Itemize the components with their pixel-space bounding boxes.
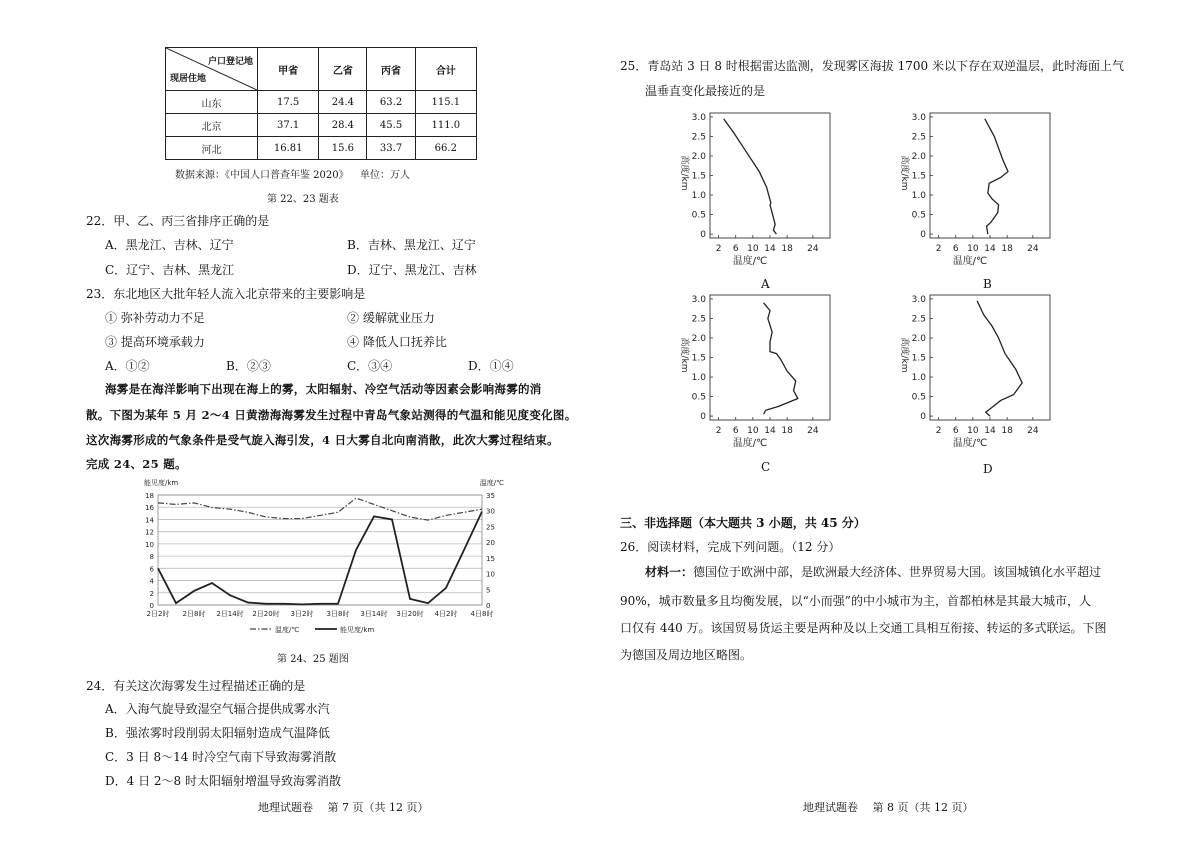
y-tick-label: 2.0 [911, 333, 926, 344]
x-axis-label: 温度/℃ [952, 256, 988, 267]
x-tick-label: 24 [807, 426, 819, 436]
plot-frame [930, 113, 1050, 238]
panel-label-d: D [983, 462, 993, 476]
q25-line-2: 温垂直变化最接近的是 [645, 84, 766, 98]
y-right-tick-label: 20 [486, 539, 495, 548]
q23-option-a: A．①② [105, 359, 150, 373]
table-cell: 66.2 [415, 137, 476, 160]
y-tick-label: 0 [920, 412, 926, 423]
panel-label-b: B [983, 277, 992, 291]
y-right-tick-label: 35 [486, 492, 495, 500]
y-right-tick-label: 30 [486, 507, 495, 516]
material-1-label: 材料一： [645, 565, 694, 579]
y-tick-label: 1.5 [911, 171, 926, 182]
x-tick-label: 2日20时 [252, 610, 280, 618]
material-line-1: 海雾是在海洋影响下出现在海上的雾，太阳辐射、冷空气活动等因素会影响海雾的消 [105, 382, 542, 396]
y-left-tick-label: 10 [145, 540, 154, 549]
y-tick-label: 1.0 [911, 373, 926, 384]
col-header: 合计 [415, 48, 476, 91]
q25-line-1: 25．青岛站 3 日 8 时根据雷达监测，发现雾区海拔 1700 米以下存在双逆温层，此时海面上气 [620, 59, 1124, 73]
y-tick-label: 3.0 [691, 112, 706, 123]
y-tick-label: 3.0 [911, 112, 926, 123]
y-left-tick-label: 8 [149, 553, 154, 562]
temperature-profile-line [764, 303, 798, 414]
x-tick-label: 2 [935, 426, 942, 436]
q22-option-b: B．吉林、黑龙江、辽宁 [347, 238, 476, 252]
y-tick-label: 2.0 [691, 333, 706, 344]
y-tick-label: 2.5 [911, 132, 926, 143]
material-line-3: 这次海雾形成的气象条件是受气旋入海引发，4 日大雾自北向南消散，此次大雾过程结束。 [86, 433, 559, 447]
y-right-tick-label: 5 [486, 586, 491, 595]
x-tick-label: 2日14时 [216, 610, 244, 618]
x-tick-label: 6 [952, 426, 959, 436]
table-cell: 17.5 [258, 91, 319, 114]
y-tick-label: 1.5 [691, 353, 706, 364]
x-tick-label: 3日2时 [290, 610, 314, 618]
y-tick-label: 0.5 [911, 392, 926, 403]
q24-option-c: C．3 日 8～14 时冷空气南下导致海雾消散 [105, 750, 337, 764]
y-tick-label: 0 [700, 412, 706, 423]
x-tick-label: 2 [935, 244, 942, 254]
table-unit: 单位：万人 [360, 170, 410, 181]
q23-item-1: ① 弥补劳动力不足 [105, 311, 205, 325]
q24-stem: 24．有关这次海雾发生过程描述正确的是 [86, 679, 306, 693]
row-label: 河北 [166, 137, 258, 160]
q23-stem: 23．东北地区大批年轻人流入北京带来的主要影响是 [86, 287, 366, 301]
y-tick-label: 1.0 [691, 191, 706, 202]
y-tick-label: 3.0 [691, 294, 706, 305]
table-cell: 28.4 [319, 114, 367, 137]
x-tick-label: 14 [984, 426, 996, 436]
y-left-tick-label: 18 [145, 492, 154, 500]
table-cell: 37.1 [258, 114, 319, 137]
q23-item-4: ④ 降低人口抚养比 [347, 335, 447, 349]
plot-frame [930, 295, 1050, 420]
y-axis-label: 高度/km [679, 337, 689, 373]
material-1-text: 德国位于欧洲中部，是欧洲最大经济体、世界贸易大国。该国城镇化水平超过 [693, 565, 1102, 579]
q23-option-d: D．①④ [468, 359, 514, 373]
legend-temperature-label: 温度/℃ [275, 626, 300, 634]
x-tick-label: 18 [781, 426, 793, 436]
q22-option-c: C．辽宁、吉林、黑龙江 [105, 263, 235, 277]
y-left-tick-label: 12 [145, 528, 154, 537]
x-tick-label: 18 [1001, 426, 1013, 436]
q26-stem: 26．阅读材料，完成下列问题。（12 分） [620, 540, 841, 554]
footer-left: 地理试题卷 第 7 页（共 12 页） [258, 801, 429, 814]
y-tick-label: 0.5 [691, 392, 706, 403]
q22-option-a: A．黑龙江、吉林、辽宁 [105, 238, 234, 252]
y-left-tick-label: 4 [149, 577, 154, 586]
temperature-profile-line [724, 119, 777, 234]
x-tick-label: 2 [715, 426, 722, 436]
y-right-tick-label: 25 [486, 523, 495, 532]
y-right-tick-label: 0 [486, 602, 491, 610]
x-axis-label: 温度/℃ [732, 256, 768, 267]
table-row [166, 137, 477, 160]
x-axis-label: 温度/℃ [952, 438, 988, 449]
table-header-row [166, 48, 477, 91]
y-left-tick-label: 6 [149, 565, 154, 574]
x-tick-label: 6 [952, 244, 959, 254]
y-tick-label: 2.0 [911, 151, 926, 162]
row-label: 山东 [166, 91, 258, 114]
x-tick-label: 4日8时 [470, 610, 494, 618]
x-tick-label: 24 [1027, 426, 1039, 436]
table-cell: 63.2 [367, 91, 415, 114]
temperature-profile-line [977, 301, 1022, 416]
q24-option-d: D．4 日 2～8 时太阳辐射增温导致海雾消散 [105, 774, 341, 788]
x-tick-label: 2日2时 [146, 610, 170, 618]
table-cell: 45.5 [367, 114, 415, 137]
table-cell: 111.0 [415, 114, 476, 137]
x-tick-label: 14 [984, 244, 996, 254]
table-row [166, 91, 477, 114]
y-tick-label: 1.0 [691, 373, 706, 384]
y-axis-label: 高度/km [679, 155, 689, 191]
temp-profile-d [880, 290, 1060, 460]
y-tick-label: 0.5 [911, 210, 926, 221]
y-right-tick-label: 10 [486, 570, 495, 579]
q24-option-b: B．强浓雾时段削弱太阳辐射造成气温降低 [105, 726, 330, 740]
q23-item-3: ③ 提高环境承载力 [105, 335, 205, 349]
q22-stem: 22．甲、乙、丙三省排序正确的是 [86, 214, 270, 228]
panel-label-a: A [761, 277, 770, 291]
temp-profile-a [660, 108, 840, 278]
header-residence: 现居住地 [170, 74, 207, 84]
fog-chart-caption: 第 24、25 题图 [277, 654, 349, 665]
col-header: 甲省 [258, 48, 319, 91]
diagonal-header-cell [166, 48, 258, 91]
y-tick-label: 2.5 [691, 314, 706, 325]
x-tick-label: 4日2时 [434, 610, 458, 618]
y-tick-label: 0.5 [691, 210, 706, 221]
y-axis-label: 高度/km [899, 155, 909, 191]
population-table [165, 47, 477, 160]
panel-label-c: C [761, 460, 771, 474]
x-tick-label: 18 [1001, 244, 1013, 254]
material-1-line-1 [645, 563, 1101, 580]
x-axis-label: 温度/℃ [732, 438, 768, 449]
temperature-line [158, 498, 482, 520]
y-left-label: 能见度/km [144, 479, 179, 487]
table-cell: 15.6 [319, 137, 367, 160]
y-tick-label: 1.0 [911, 191, 926, 202]
plot-frame [158, 495, 482, 605]
x-tick-label: 2日8时 [182, 610, 206, 618]
table-cell: 115.1 [415, 91, 476, 114]
table-cell: 16.81 [258, 137, 319, 160]
col-header: 乙省 [319, 48, 367, 91]
x-tick-label: 6 [732, 426, 739, 436]
legend-visibility-label: 能见度/km [340, 626, 375, 634]
y-left-tick-label: 2 [149, 589, 154, 598]
x-tick-label: 14 [764, 426, 776, 436]
y-tick-label: 0 [920, 230, 926, 241]
x-tick-label: 18 [781, 244, 793, 254]
table-row [166, 114, 477, 137]
y-left-tick-label: 16 [145, 504, 154, 513]
x-tick-label: 14 [764, 244, 776, 254]
x-tick-label: 3日8时 [326, 610, 350, 618]
y-tick-label: 2.0 [691, 151, 706, 162]
plot-frame [710, 295, 830, 420]
q23-option-c: C．③④ [347, 359, 393, 373]
material-1-line-3: 口仅有 440 万。该国贸易货运主要是两种及以上交通工具相互衔接、转运的多式联运。下图 [620, 621, 1107, 635]
x-tick-label: 3日14时 [360, 610, 388, 618]
y-tick-label: 1.5 [911, 353, 926, 364]
plot-frame [710, 113, 830, 238]
x-tick-label: 6 [732, 244, 739, 254]
y-tick-label: 3.0 [911, 294, 926, 305]
q23-option-b: B．②③ [226, 359, 271, 373]
x-tick-label: 24 [1027, 244, 1039, 254]
y-tick-label: 2.5 [691, 132, 706, 143]
y-left-tick-label: 14 [145, 516, 154, 525]
section-3-title: 三、非选择题（本大题共 3 小题，共 45 分） [620, 516, 866, 530]
y-tick-label: 2.5 [911, 314, 926, 325]
table-source: 数据来源：《中国人口普查年鉴 2020》 [175, 170, 349, 181]
q24-option-a: A．入海气旋导致湿空气辐合提供成雾水汽 [105, 702, 330, 716]
temp-profile-c [660, 290, 840, 460]
col-header: 丙省 [367, 48, 415, 91]
y-right-tick-label: 15 [486, 554, 495, 563]
x-tick-label: 24 [807, 244, 819, 254]
material-1-line-4: 为德国及周边地区略图。 [620, 648, 753, 662]
q23-item-2: ② 缓解就业压力 [347, 311, 435, 325]
x-tick-label: 10 [747, 244, 759, 254]
x-tick-label: 10 [967, 426, 979, 436]
x-tick-label: 3日20时 [396, 610, 424, 618]
x-tick-label: 2 [715, 244, 722, 254]
table-caption: 第 22、23 题表 [267, 194, 339, 205]
table-cell: 24.4 [319, 91, 367, 114]
visibility-line [158, 512, 482, 605]
table-cell: 33.7 [367, 137, 415, 160]
material-1-line-2: 90%，城市数量多且均衡发展，以“小而强”的中小城市为主，首都柏林是其最大城市，人 [620, 594, 1091, 608]
footer-right: 地理试题卷 第 8 页（共 12 页） [803, 801, 974, 814]
row-label: 北京 [166, 114, 258, 137]
q22-option-d: D．辽宁、黑龙江、吉林 [347, 263, 477, 277]
y-tick-label: 1.5 [691, 171, 706, 182]
material-line-2: 散。下图为某年 5 月 2～4 日黄渤海海雾发生过程中青岛气象站测得的气温和能见度变化图。 [86, 408, 577, 422]
x-tick-label: 10 [747, 426, 759, 436]
fog-chart [140, 475, 510, 645]
y-tick-label: 0 [700, 230, 706, 241]
y-left-tick-label: 0 [149, 602, 154, 610]
header-registration: 户口登记地 [207, 57, 253, 67]
y-axis-label: 高度/km [899, 337, 909, 373]
x-tick-label: 10 [967, 244, 979, 254]
material-line-4: 完成 24、25 题。 [86, 457, 187, 471]
y-right-label: 温度/℃ [479, 479, 504, 487]
temperature-profile-line [985, 119, 1008, 234]
temp-profile-b [880, 108, 1060, 278]
